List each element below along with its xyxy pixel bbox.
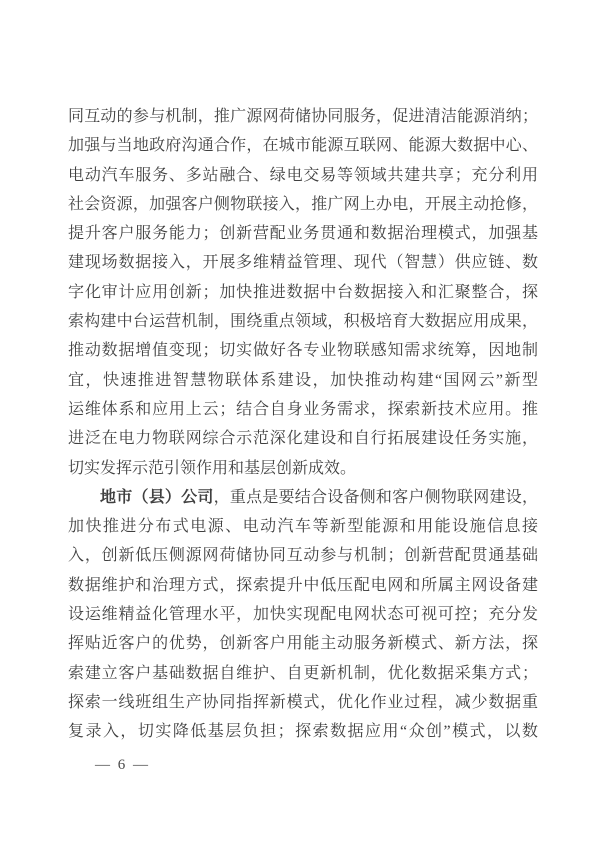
text-line: 索构建中台运营机制，围绕重点领域，积极培育大数据应用成果，: [68, 313, 538, 331]
text-line: 加强与当地政府沟通合作，在城市能源互联网、能源大数据中心、: [68, 137, 538, 155]
body-text: [68, 102, 538, 747]
text-line: 挥贴近客户的优势，创新客户用能主动服务新模式、新方法，探: [68, 635, 538, 653]
paragraph-continuation: [68, 102, 538, 483]
text-line: 数据维护和治理方式，探索提升中低压配电网和所属主网设备建: [68, 576, 538, 594]
text-line: 切实发挥示范引领作用和基层创新成效。: [68, 459, 357, 477]
text-line: 运维体系和应用上云；结合自身业务需求，探索新技术应用。推: [68, 400, 538, 418]
text-line: 同互动的参与机制，推广源网荷储协同服务，促进清洁能源消纳；: [68, 108, 538, 125]
paragraph-city-company: [68, 483, 538, 747]
bold-lead-text: 地市（县）公司: [100, 488, 214, 506]
text-line: 宜，快速推进智慧物联体系建设，加快推动构建“国网云”新型: [68, 371, 538, 389]
lead-rest-text: ，重点是要结合设备侧和客户侧物联网建设，: [213, 488, 538, 506]
text-line: 社会资源，加强客户侧物联接入，推广网上办电，开展主动抢修，: [68, 195, 538, 213]
text-line: 复录入，切实降低基层负担；探索数据应用“众创”模式，以数: [68, 723, 538, 741]
text-line: 字化审计应用创新；加快推进数据中台数据接入和汇聚整合，探: [68, 283, 538, 301]
text-line: 电动汽车服务、多站融合、绿电交易等领域共建共享；充分利用: [68, 166, 538, 184]
text-line: 推动数据增值变现；切实做好各专业物联感知需求统筹，因地制: [68, 342, 538, 360]
text-line: [68, 483, 538, 512]
text-line: 入，创新低压侧源网荷储协同互动参与机制；创新营配贯通基础: [68, 547, 538, 565]
text-line: 探索一线班组生产协同指挥新模式，优化作业过程，减少数据重: [68, 693, 538, 711]
page-number: — 6 —: [95, 757, 150, 773]
text-line: 设运维精益化管理水平，加快实现配电网状态可视可控；充分发: [68, 606, 538, 624]
text-line: 索建立客户基础数据自维护、自更新机制，优化数据采集方式；: [68, 664, 538, 682]
text-line: 加快推进分布式电源、电动汽车等新型能源和用能设施信息接: [68, 518, 538, 536]
text-line: 建现场数据接入，开展多维精益管理、现代（智慧）供应链、数: [68, 254, 538, 272]
text-line: 提升客户服务能力；创新营配业务贯通和数据治理模式，加强基: [68, 225, 538, 243]
text-line: 进泛在电力物联网综合示范深化建设和自行拓展建设任务实施，: [68, 430, 538, 448]
